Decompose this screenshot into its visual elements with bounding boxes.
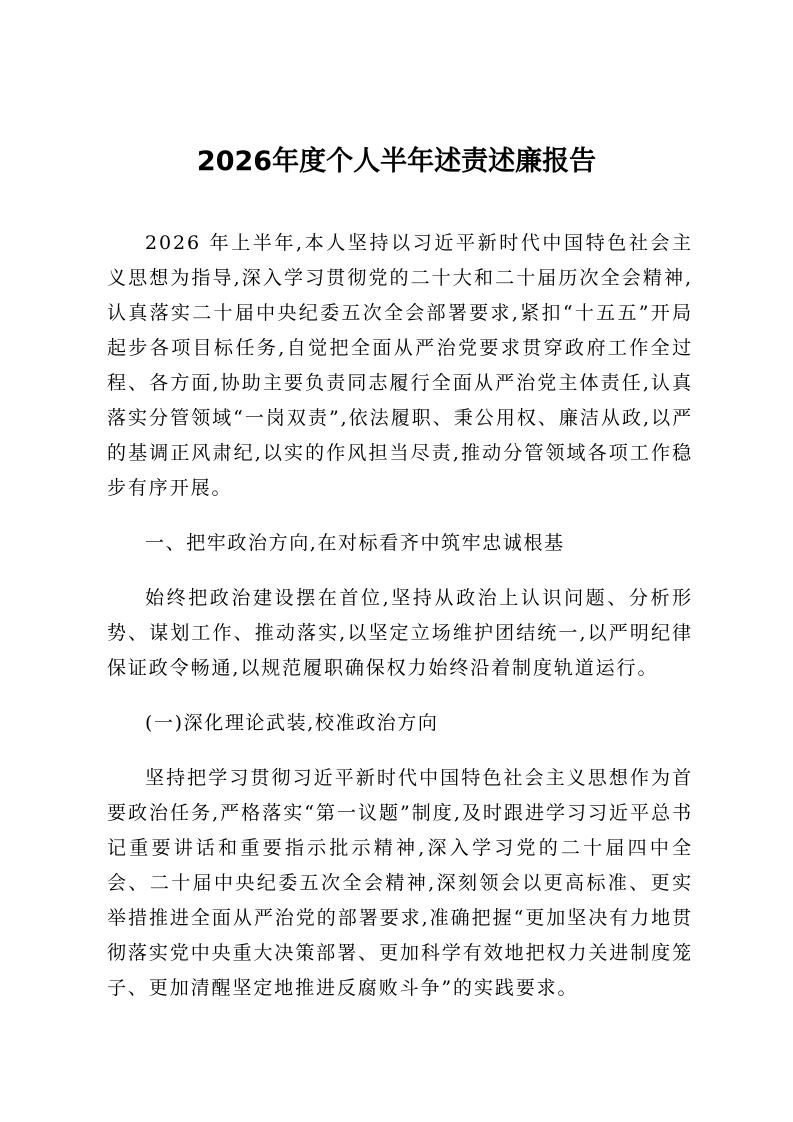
subsection-1-paragraph: 坚持把学习贯彻习近平新时代中国特色社会主义思想作为首要政治任务,严格落实“第一议题”制度,及时跟进学习习近平总书记重要讲话和重要指示批示精神,深入学习党的二十届四中全会、二十届中央纪委五次全会精神,深刻领会以更高标准、更实举措推进全面从严治党的部署要求,准确把握“更加坚决有力地贯彻落实党中央重大决策部署、更加科学有效地把权力关进制度笼子、更加清醒坚定地推进反腐败斗争”的实践要求。 [107,767,693,999]
section-1-paragraph: 始终把政治建设摆在首位,坚持从政治上认识问题、分析形势、谋划工作、推动落实,以坚定立场维护团结统一,以严明纪律保证政令畅通,以规范履职确保权力始终沿着制度轨道运行。 [107,587,693,679]
subsection-heading-1: (一)深化理论武装,校准政治方向 [145,712,439,734]
section-heading-1: 一、把牢政治方向,在对标看齐中筑牢忠诚根基 [145,532,565,554]
intro-paragraph: 2026 年上半年,本人坚持以习近平新时代中国特色社会主义思想为指导,深入学习贯彻党的二十大和二十届历次全会精神,认真落实二十届中央纪委五次全会部署要求,紧扣“十五五”开局起步各项目标任务,自觉把全面从严治党要求贯穿政府工作全过程、各方面,协助主要负责同志履行全面从严治党主体责任,认真落实分管领域“一岗双责”,依法履职、秉公用权、廉洁从政,以严的基调正风肃纪,以实的作风担当尽责,推动分管领域各项工作稳步有序开展。 [107,232,693,499]
document-body [107,226,693,1026]
document-title: 2026年度个人半年述责述廉报告 [196,146,597,177]
